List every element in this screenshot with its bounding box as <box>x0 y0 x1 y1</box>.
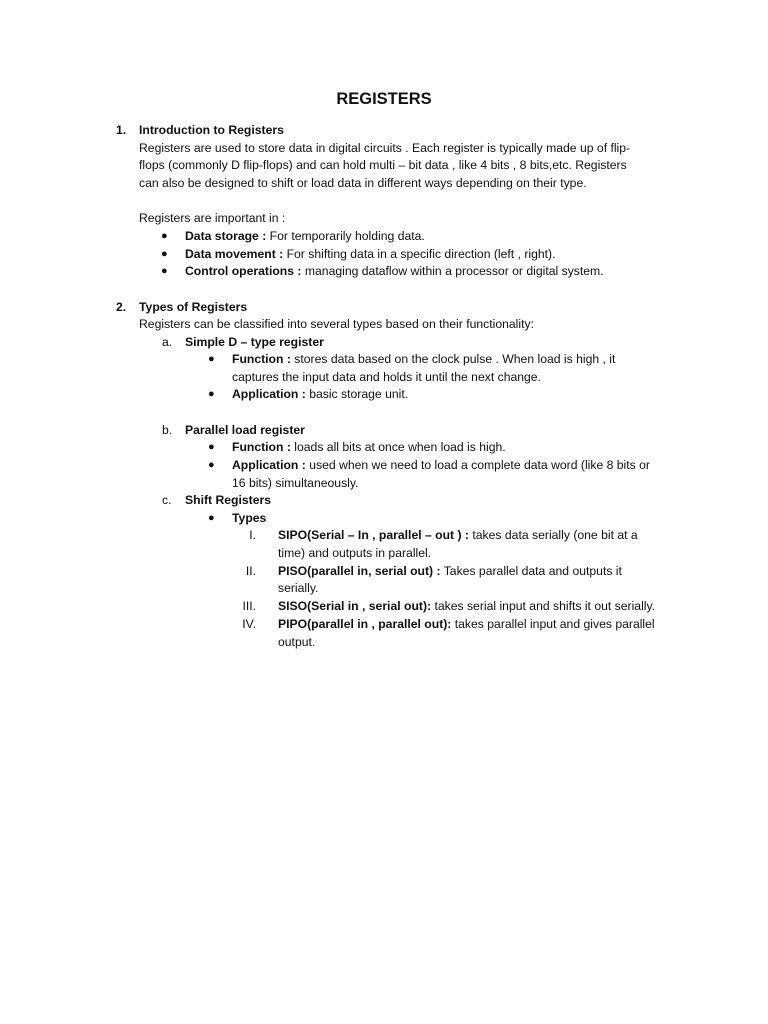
type-item-piso: PISO(parallel in, serial out) : Takes parallel data and outputs it <box>278 564 622 578</box>
section-1-paragraph-line: flops (commonly D flip-flops) and can hold multi – bit data , like 4 bits , 8 bits,etc. Registers <box>139 158 627 172</box>
type-numeral: III. <box>242 599 256 613</box>
section-1-paragraph-line: can also be designed to shift or load data in different ways depending on their type. <box>139 176 587 190</box>
application-line: Application : basic storage unit. <box>232 387 409 401</box>
bullet-item-data-movement: Data movement : For shifting data in a specific direction (left , right). <box>185 247 556 261</box>
bullet-icon: ● <box>208 512 215 524</box>
section-1-heading: Introduction to Registers <box>139 123 284 137</box>
types-label: Types <box>232 511 267 525</box>
bullet-item-control-operations: Control operations : managing dataflow within a processor or digital system. <box>185 264 604 278</box>
section-1-number: 1. <box>116 123 127 137</box>
bullet-icon: ● <box>161 248 168 260</box>
type-item-piso-continued: serially. <box>278 581 319 595</box>
type-item-siso: SISO(Serial in , serial out): takes serial input and shifts it out serially. <box>278 599 656 613</box>
page-title: REGISTERS <box>336 90 432 108</box>
section-2-heading: Types of Registers <box>139 300 248 314</box>
function-line: captures the input data and holds it until the next change. <box>232 370 541 384</box>
application-line: 16 bits) simultaneously. <box>232 476 359 490</box>
type-numeral: IV. <box>242 617 256 631</box>
type-numeral: I. <box>249 528 256 542</box>
type-item-sipo: SIPO(Serial – In , parallel – out ) : takes data serially (one bit at a <box>278 528 638 542</box>
bullet-icon: ● <box>208 353 215 365</box>
subsection-b-letter: b. <box>162 423 173 437</box>
subsection-b-heading: Parallel load register <box>185 423 305 437</box>
type-item-pipo: PIPO(parallel in , parallel out): takes parallel input and gives parallel <box>278 617 655 631</box>
bullet-icon: ● <box>208 388 215 400</box>
bullet-item-data-storage: Data storage : For temporarily holding data. <box>185 229 425 243</box>
bullet-icon: ● <box>161 230 168 242</box>
function-line: Function : loads all bits at once when load is high. <box>232 440 506 454</box>
subsection-a-heading: Simple D – type register <box>185 335 324 349</box>
subsection-c-heading: Shift Registers <box>185 493 272 507</box>
bullet-icon: ● <box>161 265 168 277</box>
function-line: Function : stores data based on the clock pulse . When load is high , it <box>232 352 616 366</box>
bullet-icon: ● <box>208 441 215 453</box>
type-item-pipo-continued: output. <box>278 635 316 649</box>
section-2-intro: Registers can be classified into several types based on their functionality: <box>139 317 534 331</box>
subsection-a-letter: a. <box>162 335 173 349</box>
type-numeral: II. <box>245 564 256 578</box>
section-1-paragraph-line: Registers are used to store data in digital circuits . Each register is typically made up of flip- <box>139 141 631 155</box>
subsection-c-letter: c. <box>162 493 172 507</box>
bullet-icon: ● <box>208 459 215 471</box>
application-line: Application : used when we need to load a complete data word (like 8 bits or <box>232 458 650 472</box>
section-2-number: 2. <box>116 300 127 314</box>
importance-intro: Registers are important in : <box>139 211 286 225</box>
type-item-sipo-continued: time) and outputs in parallel. <box>278 546 432 560</box>
